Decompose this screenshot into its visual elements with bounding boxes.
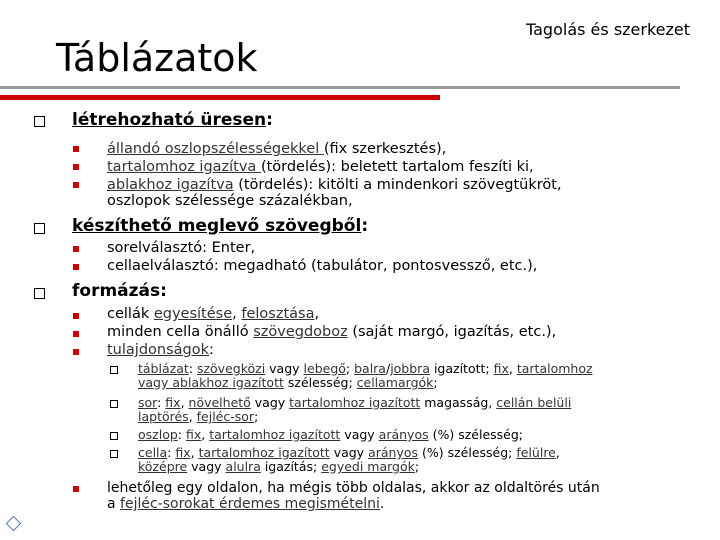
red-bullet-icon bbox=[73, 349, 79, 355]
sub-list-item-continuation bbox=[138, 376, 438, 390]
sub-text: vagy bbox=[187, 459, 226, 474]
sub-text: : bbox=[157, 395, 166, 410]
properties-link[interactable]: tulajdonságok bbox=[107, 342, 209, 358]
list-item bbox=[107, 324, 556, 340]
fit-window-link[interactable]: ablakhoz igazítva bbox=[107, 177, 234, 193]
item-text: cellák bbox=[107, 306, 154, 322]
item-text: (fix szerkesztés), bbox=[323, 141, 447, 157]
item-text: . bbox=[379, 496, 385, 512]
textbox-link[interactable]: szövegdoboz bbox=[253, 324, 348, 340]
heading-link[interactable]: készíthető meglevő szövegből bbox=[72, 216, 362, 236]
sub-text: vagy bbox=[340, 427, 379, 442]
section-heading-empty bbox=[72, 110, 273, 130]
sub-text: vagy bbox=[250, 395, 290, 410]
list-item bbox=[107, 342, 214, 358]
list-item bbox=[107, 306, 319, 322]
page-title: Táblázatok bbox=[56, 36, 258, 80]
sub-text: : bbox=[188, 361, 197, 376]
content-fit-link[interactable]: tartalomhoz igazított bbox=[289, 395, 421, 410]
fixed-link[interactable]: fix bbox=[165, 395, 181, 410]
item-text: (saját margó, igazítás, etc.), bbox=[347, 324, 557, 340]
item-text: a bbox=[107, 496, 121, 512]
sub-text: , bbox=[190, 445, 199, 460]
fixed-link[interactable]: fix bbox=[493, 361, 509, 376]
sub-text: / bbox=[385, 361, 391, 376]
sub-text: , bbox=[508, 361, 517, 376]
repeat-header-link[interactable]: fejléc-sorokat érdemes megismételni bbox=[120, 496, 380, 512]
title-accent-bar bbox=[0, 95, 440, 100]
top-align-link[interactable]: felülre bbox=[516, 445, 556, 460]
item-text: oszlopok szélessége százalékban, bbox=[107, 193, 353, 209]
red-bullet-icon bbox=[73, 182, 79, 188]
sub-text: igazított; bbox=[429, 361, 494, 376]
sub-text: ; bbox=[433, 375, 438, 390]
content-fit-link[interactable]: tartalomhoz igazított bbox=[209, 427, 341, 442]
list-item bbox=[107, 177, 562, 193]
sub-text: (%) szélesség; bbox=[428, 427, 523, 442]
row-link[interactable]: sor bbox=[138, 395, 158, 410]
heading-colon: : bbox=[361, 216, 369, 236]
sub-text: vagy bbox=[265, 361, 304, 376]
sub-list-item-cell bbox=[138, 446, 560, 460]
list-item: sorelválasztó: Enter, bbox=[107, 240, 256, 256]
red-bullet-icon bbox=[73, 264, 79, 270]
sub-list-item-continuation bbox=[138, 410, 258, 424]
page-break-link[interactable]: laptörés bbox=[138, 409, 189, 424]
center-align-link[interactable]: középre bbox=[138, 459, 188, 474]
item-text: (tördelés): kitölti a mindenkori szövegtükröt, bbox=[233, 177, 562, 193]
heading-colon: : bbox=[266, 110, 273, 130]
cell-link[interactable]: cella bbox=[138, 445, 168, 460]
header-row-link[interactable]: fejléc-sor bbox=[196, 409, 255, 424]
sub-text: ; bbox=[254, 409, 259, 424]
fixed-link[interactable]: fix bbox=[185, 427, 202, 442]
list-item bbox=[107, 141, 446, 157]
item-text: minden cella önálló bbox=[107, 324, 254, 340]
diamond-icon bbox=[6, 516, 22, 532]
red-bullet-icon bbox=[73, 313, 79, 319]
list-item: lehetőleg egy oldalon, ha mégis több oldalas, akkor az oldaltörés után bbox=[107, 480, 600, 496]
proportional-link[interactable]: arányos bbox=[368, 445, 419, 460]
content-fit-link[interactable]: tartalomhoz igazított bbox=[198, 445, 330, 460]
fit-content-link[interactable]: tartalomhoz igazítva bbox=[107, 159, 261, 175]
list-item-continuation bbox=[107, 496, 384, 512]
list-item bbox=[107, 159, 534, 175]
cell-margins-link[interactable]: cellamargók bbox=[356, 375, 434, 390]
sub-text: ; bbox=[414, 459, 420, 474]
square-bullet-icon bbox=[110, 432, 118, 440]
red-bullet-icon bbox=[73, 486, 79, 492]
proportional-link[interactable]: arányos bbox=[378, 427, 429, 442]
title-divider bbox=[0, 86, 680, 89]
table-link[interactable]: táblázat bbox=[138, 361, 189, 376]
red-bullet-icon bbox=[73, 331, 79, 337]
sub-text: , bbox=[180, 395, 189, 410]
red-bullet-icon bbox=[73, 246, 79, 252]
red-bullet-icon bbox=[73, 146, 79, 152]
heading-link[interactable]: létrehozható üresen bbox=[72, 110, 267, 130]
left-link[interactable]: balra bbox=[354, 361, 386, 376]
item-text: , bbox=[232, 306, 242, 322]
item-text: , bbox=[314, 306, 320, 322]
custom-margins-link[interactable]: egyedi margók bbox=[321, 459, 415, 474]
sub-text: vagy bbox=[329, 445, 369, 460]
section-heading-from-text bbox=[72, 216, 368, 236]
square-bullet-icon bbox=[110, 366, 118, 374]
sub-text: , bbox=[201, 427, 210, 442]
sub-list-item-row bbox=[138, 396, 571, 410]
list-item: cellaelválasztó: megadható (tabulátor, pontosvessző, etc.), bbox=[107, 258, 538, 274]
content-link[interactable]: tartalomhoz bbox=[516, 361, 593, 376]
in-cell-link[interactable]: cellán belüli bbox=[496, 395, 572, 410]
window-fit-link[interactable]: vagy ablakhoz igazított bbox=[138, 375, 284, 390]
square-bullet-icon bbox=[110, 400, 118, 408]
floating-link[interactable]: lebegő bbox=[303, 361, 346, 376]
square-bullet-icon bbox=[34, 116, 45, 127]
item-text: (tördelés): beletett tartalom feszíti ki, bbox=[260, 159, 534, 175]
red-bullet-icon bbox=[73, 164, 79, 170]
sub-text: ; bbox=[345, 361, 355, 376]
list-item-continuation bbox=[107, 193, 353, 209]
sub-text: : bbox=[167, 445, 176, 460]
square-bullet-icon bbox=[34, 223, 45, 234]
item-text: : bbox=[209, 342, 214, 358]
sub-list-item-column bbox=[138, 428, 523, 442]
merge-link[interactable]: egyesítése bbox=[153, 306, 233, 322]
fixed-width-link[interactable]: állandó oszlopszélességekkel bbox=[107, 141, 324, 157]
sub-text: , bbox=[188, 409, 197, 424]
split-link[interactable]: felosztása bbox=[241, 306, 315, 322]
growable-link[interactable]: növelhető bbox=[188, 395, 251, 410]
sub-text: , bbox=[555, 445, 560, 460]
sub-text: szélesség; bbox=[283, 375, 357, 390]
column-link[interactable]: oszlop bbox=[138, 427, 178, 442]
sub-text: igazítás; bbox=[260, 459, 322, 474]
section-heading-formatting: formázás: bbox=[72, 281, 167, 301]
square-bullet-icon bbox=[110, 450, 118, 458]
inline-link[interactable]: szövegközi bbox=[196, 361, 266, 376]
square-bullet-icon bbox=[34, 288, 45, 299]
sub-text: : bbox=[177, 427, 186, 442]
sub-text: magasság, bbox=[420, 395, 497, 410]
sub-list-item-table bbox=[138, 362, 593, 376]
right-link[interactable]: jobbra bbox=[390, 361, 430, 376]
bottom-align-link[interactable]: alulra bbox=[225, 459, 261, 474]
sub-list-item-continuation bbox=[138, 460, 419, 474]
header-section-title: Tagolás és szerkezet bbox=[526, 20, 691, 39]
sub-text: (%) szélesség; bbox=[418, 445, 517, 460]
fixed-link[interactable]: fix bbox=[175, 445, 191, 460]
